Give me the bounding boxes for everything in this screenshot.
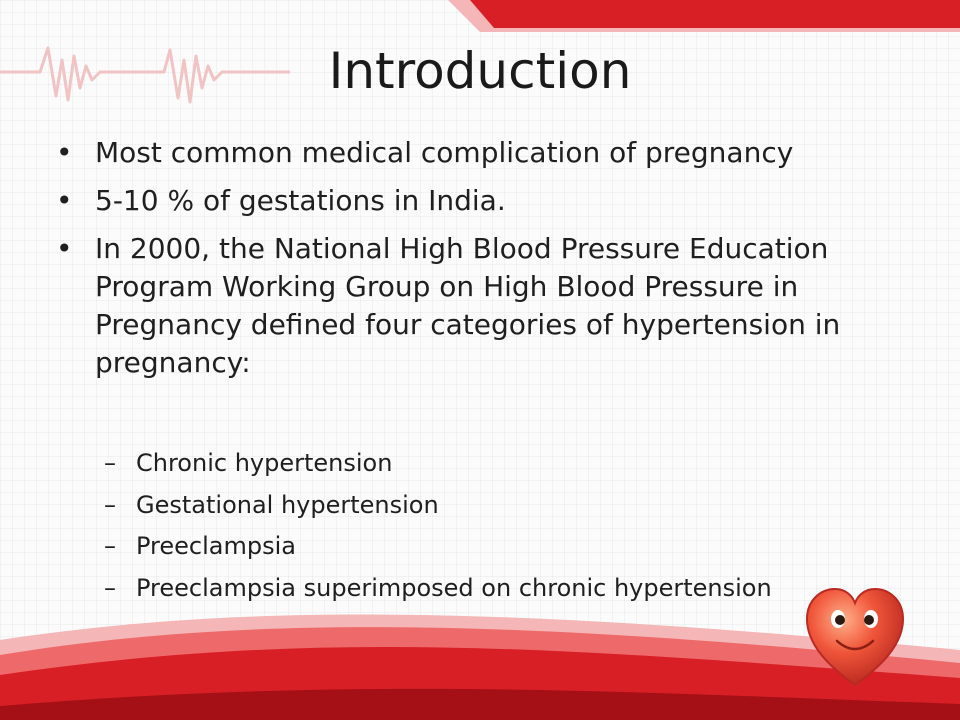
sub-bullet-item [104,531,844,561]
top-ribbon [470,0,960,28]
sub-bullet-dash: – [104,573,116,602]
slide-title: Introduction [328,42,632,100]
sub-bullet-dash: – [104,490,116,519]
sub-bullet-dash: – [104,449,116,477]
sub-bullet-dash: – [104,532,116,560]
bullet-item [56,182,906,220]
bullet-list [56,134,906,392]
bullet-dot: • [56,136,73,169]
sub-bullet-list [104,448,844,614]
bullet-text: 5-10 % of gestations in India. [95,184,506,217]
bullet-dot: • [56,232,73,265]
bullet-dot: • [56,184,73,217]
bullet-item [56,134,906,172]
bullet-text: In 2000, the National High Blood Pressure Education Program Working Group on High Blood Pressure in Pregnancy defined four categories of hypertension in pregnancy: [95,232,841,379]
sub-bullet-text: Preeclampsia superimposed on chronic hypertension [136,573,772,602]
sub-bullet-item [104,573,844,603]
sub-bullet-item [104,448,844,478]
sub-bullet-text: Chronic hypertension [136,449,393,477]
sub-bullet-text: Gestational hypertension [136,490,439,519]
sub-bullet-text: Preeclampsia [136,532,296,560]
heart-mascot-icon [803,585,907,689]
bullet-text: Most common medical complication of pregnancy [95,136,794,169]
bullet-item [56,230,906,382]
sub-bullet-item [104,490,844,520]
